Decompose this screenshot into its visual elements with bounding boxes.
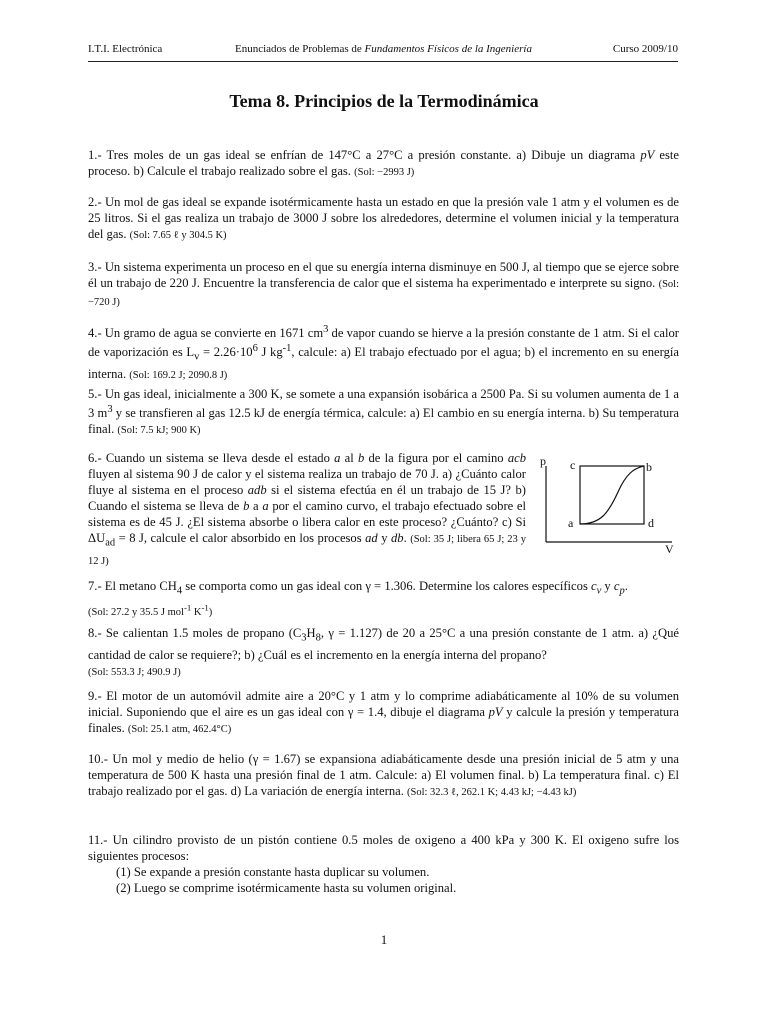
problem-4-text-c: = 2.26·10 [199, 345, 253, 360]
problem-6-state-b2: b [243, 499, 250, 513]
problem-7-solution [88, 602, 213, 619]
problem-7-cp: c [613, 579, 620, 593]
problem-6-text-g: por el camino curvo, el trabajo efectuado sobre el sistema es de 45 J. ¿El sistema absorbe o libera calor en este proceso? ¿Cuánto? c) Si ΔU [88, 499, 527, 545]
problem-10-solution: (Sol: 32.3 ℓ, 262.1 K; 4.43 kJ; −4.43 kJ) [407, 787, 577, 798]
problem-3-solution: (Sol: −720 J) [88, 279, 679, 308]
problem-6-text-e: si el sistema efectúa en él un trabajo de 15 J? b) Cuando el sistema se lleva de [88, 483, 526, 513]
problem-6-proc-ad: ad [365, 531, 378, 545]
problem-7-sol-k: K [191, 607, 202, 619]
figure-label-p: p [540, 454, 546, 468]
problem-2 [88, 194, 679, 244]
header-left: I.T.I. Electrónica [88, 43, 163, 55]
problem-7-cp-sub: p [619, 585, 625, 597]
problem-8 [88, 625, 679, 681]
problem-7-cv: c [591, 579, 597, 593]
figure-label-v: V [665, 542, 674, 556]
problem-7-sub4: 4 [176, 585, 183, 597]
problem-4-exp6: 6 [252, 343, 258, 355]
problem-9 [88, 688, 679, 738]
header-center [235, 43, 532, 55]
problem-1 [88, 147, 679, 181]
problem-6-text-h: = 8 J, calcule el calor absorbido en los procesos [115, 531, 366, 545]
problem-9-solution: (Sol: 25.1 atm, 462.4°C) [127, 724, 232, 735]
problem-1-text-b: este proceso. b) Calcule el trabajo realizado sobre el gas. [88, 148, 680, 178]
problem-8-text-b: H [306, 626, 316, 640]
problem-7-text-b: se comporta como un gas ideal con γ = 1.306. Determine los calores específicos [182, 579, 591, 593]
problem-3-text: 3.- Un sistema experimenta un proceso en el que su energía interna disminuye en 500 J, al tiempo que se ejerce sobre él un trabajo de 220 J. Encuentre la transferencia de calor que el sistema ha experimentado e interprete su signo. [88, 260, 679, 290]
problem-8-sub3: 3 [301, 632, 307, 644]
problem-7-text-a: 7.- El metano CH [88, 579, 177, 593]
problem-6-text-f: a [249, 499, 263, 513]
problem-6-sub-ad: ad [105, 537, 116, 549]
cycle-rectangle [580, 466, 644, 524]
header-rule [88, 61, 678, 62]
header-center-italic: Fundamentos Físicos de la Ingeniería [364, 43, 532, 55]
problem-4-sub-v: v [194, 351, 200, 363]
problem-11-item-1: (1) Se expande a presión constante hasta duplicar su volumen. [116, 865, 430, 879]
problem-6-text-i: y [377, 531, 391, 545]
problem-1-solution: (Sol: −2993 J) [354, 167, 415, 178]
figure-label-b: b [646, 460, 652, 474]
problem-5-solution: (Sol: 7.5 kJ; 900 K) [117, 425, 201, 437]
problem-2-solution: (Sol: 7.65 ℓ y 304.5 K) [129, 230, 227, 241]
problem-5-text-b: y se transfieren al gas 12.5 kJ de energía térmica, calcule: a) El cambio en su energía interna. b) Su temperatura final. [88, 406, 679, 437]
problem-6-state-b: b [357, 451, 365, 465]
problem-6-text-a: 6.- Cuando un sistema se lleva desde el estado [88, 451, 335, 465]
problem-9-text-b: y calcule la presión y temperatura finales. [88, 705, 679, 735]
problem-10 [88, 751, 679, 801]
problem-11-item-2: (2) Luego se comprime isotérmicamente hasta su volumen original. [116, 881, 457, 895]
problem-6-text-b: al [340, 451, 358, 465]
problem-7-text-c: y [601, 579, 614, 593]
problem-6-path-adb: adb [247, 483, 267, 497]
problem-10-text: 10.- Un mol y medio de helio (γ = 1.67) se expansiona adiabáticamente desde una presión inicial de 5 atm y una temperatura de 500 K hasta una presión final de 1 atm. Calcule: a) El volumen final. b) La temperatura final. c) El trabajo realizado por el gas. d) La variación de energía interna. [88, 752, 679, 798]
page-header [88, 43, 678, 59]
problem-4-exp3: 3 [323, 324, 329, 335]
figure-label-d: d [648, 516, 654, 530]
problem-4-text-b: de vapor cuando se hierve a la presión constante de 1 atm. Si el calor de vaporización es L [88, 326, 679, 360]
problem-9-text-a: 9.- El motor de un automóvil admite aire a 20°C y 1 atm y lo comprime adiabáticamente al 10% de su volumen inicial. Suponiendo que el aire es un gas ideal con γ = 1.4, dibuje el diagrama [88, 689, 679, 719]
problem-8-text-a: 8.- Se calientan 1.5 moles de propano (C [88, 626, 302, 640]
problem-11-text: 11.- Un cilindro provisto de un pistón contiene 0.5 moles de oxigeno a 400 kPa y 300 K. El oxigeno sufre los siguientes procesos: [88, 833, 679, 863]
problem-7-sol-end: ) [208, 607, 213, 619]
problem-6-text-j: . [403, 531, 411, 545]
curved-path [580, 466, 644, 524]
problem-5-text-a: 5.- Un gas ideal, inicialmente a 300 K, se somete a una expansión isobárica a 2500 Pa. Si su volumen aumenta de 1 a 3 m [88, 387, 679, 421]
problem-7-sol-a: (Sol: 27.2 y 35.5 J mol [88, 607, 184, 619]
problem-2-text: 2.- Un mol de gas ideal se expande isotérmicamente hasta un estado en que la presión vale 1 atm y el volumen es de 25 litros. Si el gas realiza un trabajo de 3000 J sobre los alrededores, determine el volumen inicial y la temperatura del gas. [88, 195, 679, 241]
header-right: Curso 2009/10 [612, 43, 678, 55]
problem-4-text-a: 4.- Un gramo de agua se convierte en 1671 cm [88, 326, 324, 341]
problem-6-solution: (Sol: 35 J; libera 65 J; 23 y 12 J) [88, 534, 527, 567]
problem-11 [88, 832, 679, 896]
problem-4 [88, 322, 679, 384]
page-title: Tema 8. Principios de la Termodinámica [229, 91, 539, 111]
problem-3 [88, 259, 679, 311]
problem-6-proc-db: db [390, 531, 404, 545]
problem-4-text-e: , calcule: a) El trabajo efectuado por el agua; b) el incremento en su energía interna. [88, 345, 680, 381]
problem-6-text-c: de la figura por el camino [364, 451, 508, 465]
problem-5 [88, 386, 679, 439]
pv-diagram-figure [538, 452, 678, 556]
problem-7 [88, 578, 679, 621]
problem-1-pv: pV [640, 148, 655, 162]
problem-6-path-acb: acb [507, 451, 527, 465]
problem-6-text-d: fluyen al sistema 90 J de calor y el sistema realiza un trabajo de 70 J. a) ¿Cuánto calor fluye al sistema en el proceso [88, 467, 526, 497]
problem-7-sol-exp2: -1 [201, 602, 209, 613]
problem-1-text-a: 1.- Tres moles de un gas ideal se enfrían de 147°C a 27°C a presión constante. a) Dibuje un diagrama [88, 148, 641, 162]
problem-8-sub8: 8 [315, 632, 321, 644]
page-number: 1 [380, 932, 388, 947]
problem-8-solution: (Sol: 553.3 J; 490.9 J) [88, 666, 181, 678]
problem-6 [88, 450, 526, 570]
problem-7-text-d: . [624, 579, 628, 593]
problem-6-state-a: a [334, 451, 341, 465]
problem-4-exp-m1: -1 [282, 343, 292, 355]
problem-4-text-d: J kg [257, 345, 283, 360]
problem-6-state-a2: a [262, 499, 269, 513]
figure-label-a: a [568, 516, 574, 530]
problem-8-text-c: , γ = 1.127) de 20 a 25°C a una presión constante de 1 atm. a) ¿Qué cantidad de calor se requiere?; b) ¿Cuál es el incremento en la energía interna del propano? [88, 626, 679, 662]
problem-5-exp3: 3 [107, 404, 113, 415]
problem-4-solution: (Sol: 169.2 J; 2090.8 J) [129, 369, 228, 381]
problem-9-pv: pV [488, 705, 503, 719]
problem-7-cv-sub: v [596, 585, 602, 597]
figure-label-c: c [570, 458, 576, 472]
problem-7-sol-exp1: -1 [183, 602, 192, 613]
header-center-prefix: Enunciados de Problemas de [235, 43, 365, 55]
